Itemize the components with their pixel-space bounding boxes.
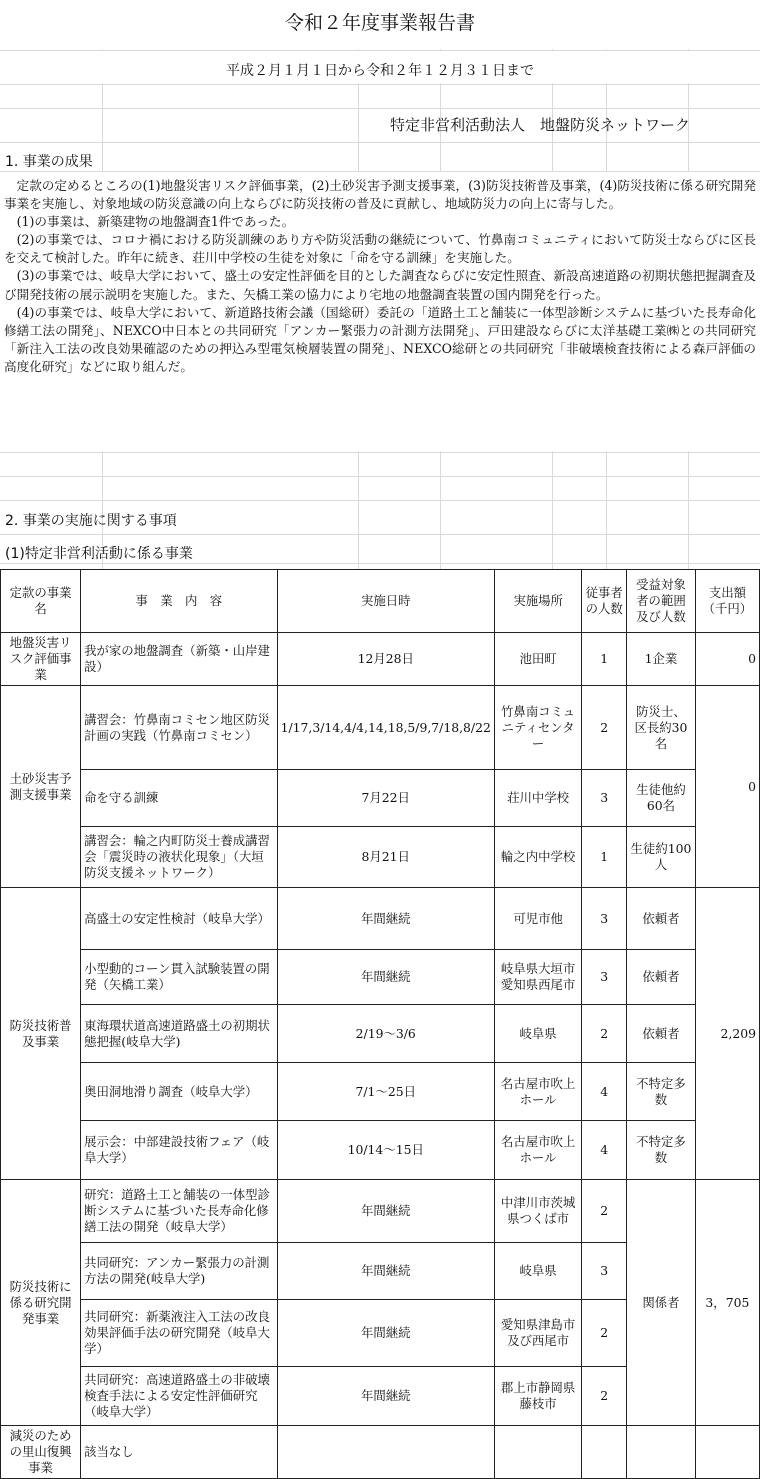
target-cell: 依頼者	[627, 1005, 696, 1063]
staff-cell: 4	[582, 1063, 627, 1121]
table-row	[1, 950, 760, 1005]
date-cell: 年間継続	[277, 1243, 494, 1300]
date-cell: 12月28日	[277, 633, 494, 686]
staff-cell: 2	[582, 1367, 627, 1426]
place-cell: 名古屋市吹上ホール	[494, 1121, 581, 1180]
content-cell: 高盛土の安定性検討（岐阜大学）	[81, 888, 278, 950]
expense-cell: 3，705	[695, 1180, 759, 1426]
staff-cell: 4	[582, 1121, 627, 1180]
target-cell: 1企業	[627, 633, 696, 686]
place-cell: 中津川市茨城県つくば市	[494, 1180, 581, 1243]
table-row	[1, 686, 760, 770]
table-header-row	[1, 570, 760, 633]
table-row	[1, 770, 760, 827]
paragraph: (3)の事業では、岐阜大学において、盛土の安定性評価を目的とした調査ならびに安定性照査、新設高速道路の初期状態把握調査及び開発技術の展示説明を実施した。また、矢橋工業の協力により宅地の地盤調査装置の国内開発を行った。	[4, 268, 756, 302]
date-cell: 年間継続	[277, 1180, 494, 1243]
place-cell	[494, 1426, 581, 1479]
table-row	[1, 1005, 760, 1063]
staff-cell	[582, 1426, 627, 1479]
expense-cell	[695, 1426, 759, 1479]
place-cell: 可児市他	[494, 888, 581, 950]
target-cell: 不特定多数	[627, 1121, 696, 1180]
date-cell: 年間継続	[277, 888, 494, 950]
place-cell: 池田町	[494, 633, 581, 686]
table-row	[1, 1180, 760, 1243]
staff-cell: 1	[582, 827, 627, 888]
paragraph: (2)の事業では、コロナ禍における防災訓練のあり方や防災活動の継続について、竹鼻南コミュニティにおいて防災士ならびに区長を交えて検討した。昨年に続き、荘川中学校の生徒を対象に「命を守る訓練」を実施した。	[4, 232, 756, 266]
expense-cell: 0	[695, 633, 759, 686]
place-cell: 竹鼻南コミュニティセンター	[494, 686, 581, 770]
content-cell: 共同研究：アンカー緊張力の計測方法の開発(岐阜大学)	[81, 1243, 278, 1300]
header-date: 実施日時	[277, 570, 494, 633]
header-staff: 従事者の人数	[582, 570, 627, 633]
organization-name: 特定非営利活動法人 地盤防災ネットワーク	[390, 116, 691, 134]
staff-cell: 3	[582, 950, 627, 1005]
staff-cell: 3	[582, 770, 627, 827]
header-target: 受益対象者の範囲及び人数	[627, 570, 696, 633]
table-row	[1, 1063, 760, 1121]
date-cell: 年間継続	[277, 950, 494, 1005]
place-cell: 輪之内中学校	[494, 827, 581, 888]
paragraph: (4)の事業では、岐阜大学において、新道路技術会議（国総研）委託の「道路土工と舗装に一体型診断システムに基づいた長寿命化修繕工法の開発」、NEXCO中日本との共同研究「アンカー緊張力の計測方法開発」、戸田建設ならびに太洋基礎工業㈱との共同研究「新注入工法の改良効果確認のための押込み型電気検層装置の開発」、NEXCO総研との共同研究「非破壊検査技術による森戸評価の高度化研究」などに取り組んだ。	[4, 304, 756, 374]
target-cell: 依頼者	[627, 888, 696, 950]
place-cell: 荘川中学校	[494, 770, 581, 827]
staff-cell: 2	[582, 686, 627, 770]
date-cell: 2/19～3/6	[277, 1005, 494, 1063]
report-period: 平成２月１月１日から令和２年１２月３１日まで	[226, 63, 534, 79]
grid-line	[0, 452, 760, 453]
report-title: 令和２年度事業報告書	[284, 12, 475, 34]
category-cell: 減災のための里山復興事業	[1, 1426, 81, 1479]
date-cell: 10/14～15日	[277, 1121, 494, 1180]
staff-cell: 3	[582, 888, 627, 950]
target-cell: 不特定多数	[627, 1063, 696, 1121]
content-cell: 東海環状道高速道路盛土の初期状態把握(岐阜大学)	[81, 1005, 278, 1063]
header-category: 定款の事業名	[1, 570, 81, 633]
expense-cell: 0	[695, 686, 759, 888]
header-expense: 支出額（千円）	[695, 570, 759, 633]
table-row	[1, 633, 760, 686]
header-content: 事 業 内 容	[81, 570, 278, 633]
category-cell: 防災技術に係る研究開発事業	[1, 1180, 81, 1426]
target-cell: 関係者	[627, 1180, 696, 1426]
table-row	[1, 1426, 760, 1479]
expense-cell: 2,209	[695, 888, 759, 1180]
date-cell: 1/17,3/14,4/4,14,18,5/9,7/18,8/22	[277, 686, 494, 770]
place-cell: 郡上市静岡県藤枝市	[494, 1367, 581, 1426]
staff-cell: 1	[582, 633, 627, 686]
date-cell: 7月22日	[277, 770, 494, 827]
grid-line	[0, 476, 760, 477]
header-place: 実施場所	[494, 570, 581, 633]
target-cell: 生徒他約60名	[627, 770, 696, 827]
section1-body	[4, 177, 756, 376]
content-cell: 研究：道路土工と舗装の一体型診断システムに基づいた長寿命化修繕工法の開発（岐阜大学）	[81, 1180, 278, 1243]
target-cell: 防災士、区長約30名	[627, 686, 696, 770]
paragraph: (1)の事業は、新築建物の地盤調査1件であった。	[16, 214, 295, 230]
category-cell: 土砂災害予測支援事業	[1, 686, 81, 888]
target-cell	[627, 1426, 696, 1479]
content-cell: 小型動的コーン貫入試験装置の開発（矢橋工業）	[81, 950, 278, 1005]
content-cell: 講習会：輪之内町防災士養成講習会「震災時の液状化現象」（大垣防災支援ネットワーク）	[81, 827, 278, 888]
table-row	[1, 827, 760, 888]
grid-line	[0, 108, 760, 109]
grid-line	[0, 563, 760, 564]
table-row	[1, 888, 760, 950]
date-cell	[277, 1426, 494, 1479]
staff-cell: 2	[582, 1300, 627, 1367]
section2-heading: 2. 事業の実施に関する事項	[5, 513, 177, 529]
content-cell: 我が家の地盤調査（新築・山岸建設）	[81, 633, 278, 686]
grid-line	[0, 534, 760, 535]
category-cell: 地盤災害リスク評価事業	[1, 633, 81, 686]
content-cell: 命を守る訓練	[81, 770, 278, 827]
place-cell: 岐阜県大垣市愛知県西尾市	[494, 950, 581, 1005]
content-cell: 展示会：中部建設技術フェア（岐阜大学）	[81, 1121, 278, 1180]
content-cell: 共同研究：新薬液注入工法の改良効果評価手法の研究開発（岐阜大学）	[81, 1300, 278, 1367]
activities-table	[0, 569, 760, 1479]
grid-line	[0, 142, 760, 143]
staff-cell: 3	[582, 1243, 627, 1300]
place-cell: 愛知県津島市及び西尾市	[494, 1300, 581, 1367]
content-cell: 講習会：竹鼻南コミセン地区防災計画の実践（竹鼻南コミセン）	[81, 686, 278, 770]
target-cell: 生徒約100人	[627, 827, 696, 888]
table-row	[1, 1121, 760, 1180]
content-cell: 奥田洞地滑り調査（岐阜大学）	[81, 1063, 278, 1121]
staff-cell: 2	[582, 1005, 627, 1063]
grid-line	[0, 500, 760, 501]
staff-cell: 2	[582, 1180, 627, 1243]
date-cell: 8月21日	[277, 827, 494, 888]
place-cell: 岐阜県	[494, 1243, 581, 1300]
date-cell: 年間継続	[277, 1367, 494, 1426]
date-cell: 7/1～25日	[277, 1063, 494, 1121]
place-cell: 名古屋市吹上ホール	[494, 1063, 581, 1121]
content-cell: 共同研究：高速道路盛土の非破壊検査手法による安定性評価研究（岐阜大学）	[81, 1367, 278, 1426]
grid-line	[0, 84, 760, 85]
paragraph: 定款の定めるところの(1)地盤災害リスク評価事業，(2)土砂災害予測支援事業，(3)防災技術普及事業，(4)防災技術に係る研究開発事業を実施し、対象地域の防災意識の向上ならびに防災技術の普及に貢献し、地域防災力の向上に寄与した。	[4, 178, 756, 212]
section2-subheading: (1)特定非営利活動に係る事業	[5, 546, 193, 562]
content-cell: 該当なし	[81, 1426, 278, 1479]
date-cell: 年間継続	[277, 1300, 494, 1367]
place-cell: 岐阜県	[494, 1005, 581, 1063]
category-cell: 防災技術普及事業	[1, 888, 81, 1180]
section1-heading: 1. 事業の成果	[5, 154, 93, 170]
target-cell: 依頼者	[627, 950, 696, 1005]
